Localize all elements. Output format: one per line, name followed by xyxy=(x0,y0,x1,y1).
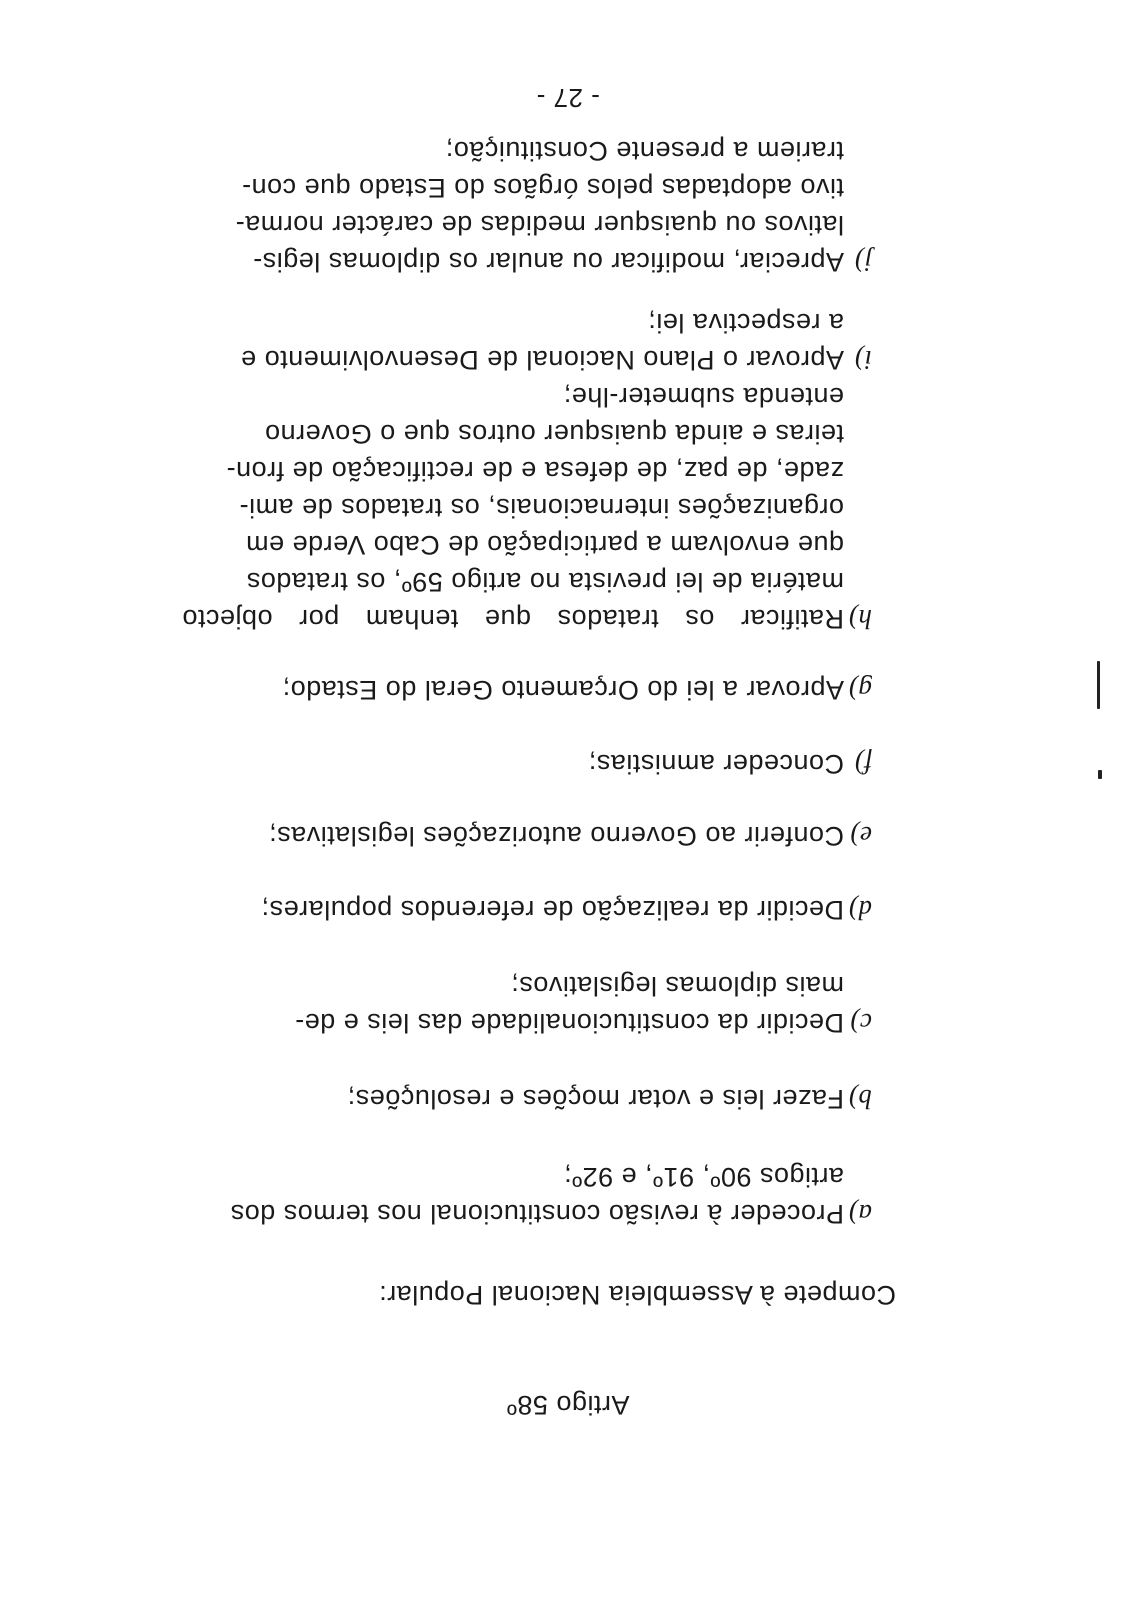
item-letter: j) xyxy=(854,247,872,277)
article-intro: Compete à Assembleia Nacional Popular: xyxy=(378,1280,896,1310)
item-line: entenda submeter-lhe; xyxy=(563,382,844,412)
item-line: Proceder à revisão constitucional nos termos dos xyxy=(230,1199,844,1229)
list-item xyxy=(182,132,872,280)
scan-mark xyxy=(1097,661,1100,709)
list-item xyxy=(182,967,872,1041)
list-item xyxy=(182,817,872,854)
item-line: tivo adoptadas pelos órgãos do Estado que con- xyxy=(241,173,844,203)
item-letter: i) xyxy=(854,345,872,375)
item-line: Apreciar, modificar ou anular os diplomas legis- xyxy=(252,247,844,277)
page-number: - 27 - xyxy=(536,83,600,113)
item-line: Aprovar a lei do Orçamento Geral do Estado; xyxy=(282,675,844,705)
item-letter: f) xyxy=(854,749,872,779)
item-letter: g) xyxy=(848,675,872,705)
item-line: Decidir da constitucionalidade das leis e de- xyxy=(294,1008,844,1038)
scan-mark xyxy=(1098,770,1102,779)
item-letter: e) xyxy=(850,821,872,851)
item-line: que envolvam a participação de Cabo Verde em xyxy=(245,530,844,560)
list-item xyxy=(182,378,872,637)
list-item xyxy=(182,1080,872,1117)
item-line: trariem a presente Constituição; xyxy=(445,136,844,166)
item-line: Conferir ao Governo autorizações legislativas; xyxy=(268,821,844,851)
item-line: Decidir da realização de referendos populares; xyxy=(261,895,844,925)
item-line: Fazer leis e votar moções e resoluções; xyxy=(347,1084,844,1114)
item-line: artigos 90º, 91º, e 92º; xyxy=(563,1162,844,1192)
item-line: Conceder amnistias; xyxy=(588,749,844,779)
item-line: a respectiva lei; xyxy=(647,308,844,338)
item-line: Aprovar o Plano Nacional de Desenvolvimento e xyxy=(240,345,844,375)
item-letter: h) xyxy=(848,604,872,634)
item-letter: c) xyxy=(850,1008,872,1038)
item-line: mais diplomas legislativos; xyxy=(510,971,844,1001)
list-item xyxy=(182,745,872,782)
item-line: organizações internacionais, os tratados de ami- xyxy=(239,493,844,523)
item-line: Ratificar os tratados que tenham por objecto xyxy=(182,604,844,634)
item-letter: a) xyxy=(848,1199,872,1229)
list-item xyxy=(182,671,872,708)
item-line: matéria de lei prevista no artigo 59º, os tratados xyxy=(246,567,844,597)
article-title: Artigo 58º xyxy=(506,1390,630,1420)
list-item xyxy=(182,304,872,378)
item-line: teiras e ainda quaisquer outros que o Governo xyxy=(264,419,844,449)
item-letter: d) xyxy=(848,895,872,925)
list-item xyxy=(182,891,872,928)
list-item xyxy=(182,1158,872,1232)
item-line: lativos ou quaisquer medidas de carácter norma- xyxy=(235,210,844,240)
item-line: zade, de paz, de defesa e de rectificação de fron- xyxy=(226,456,844,486)
item-letter: b) xyxy=(848,1084,872,1114)
